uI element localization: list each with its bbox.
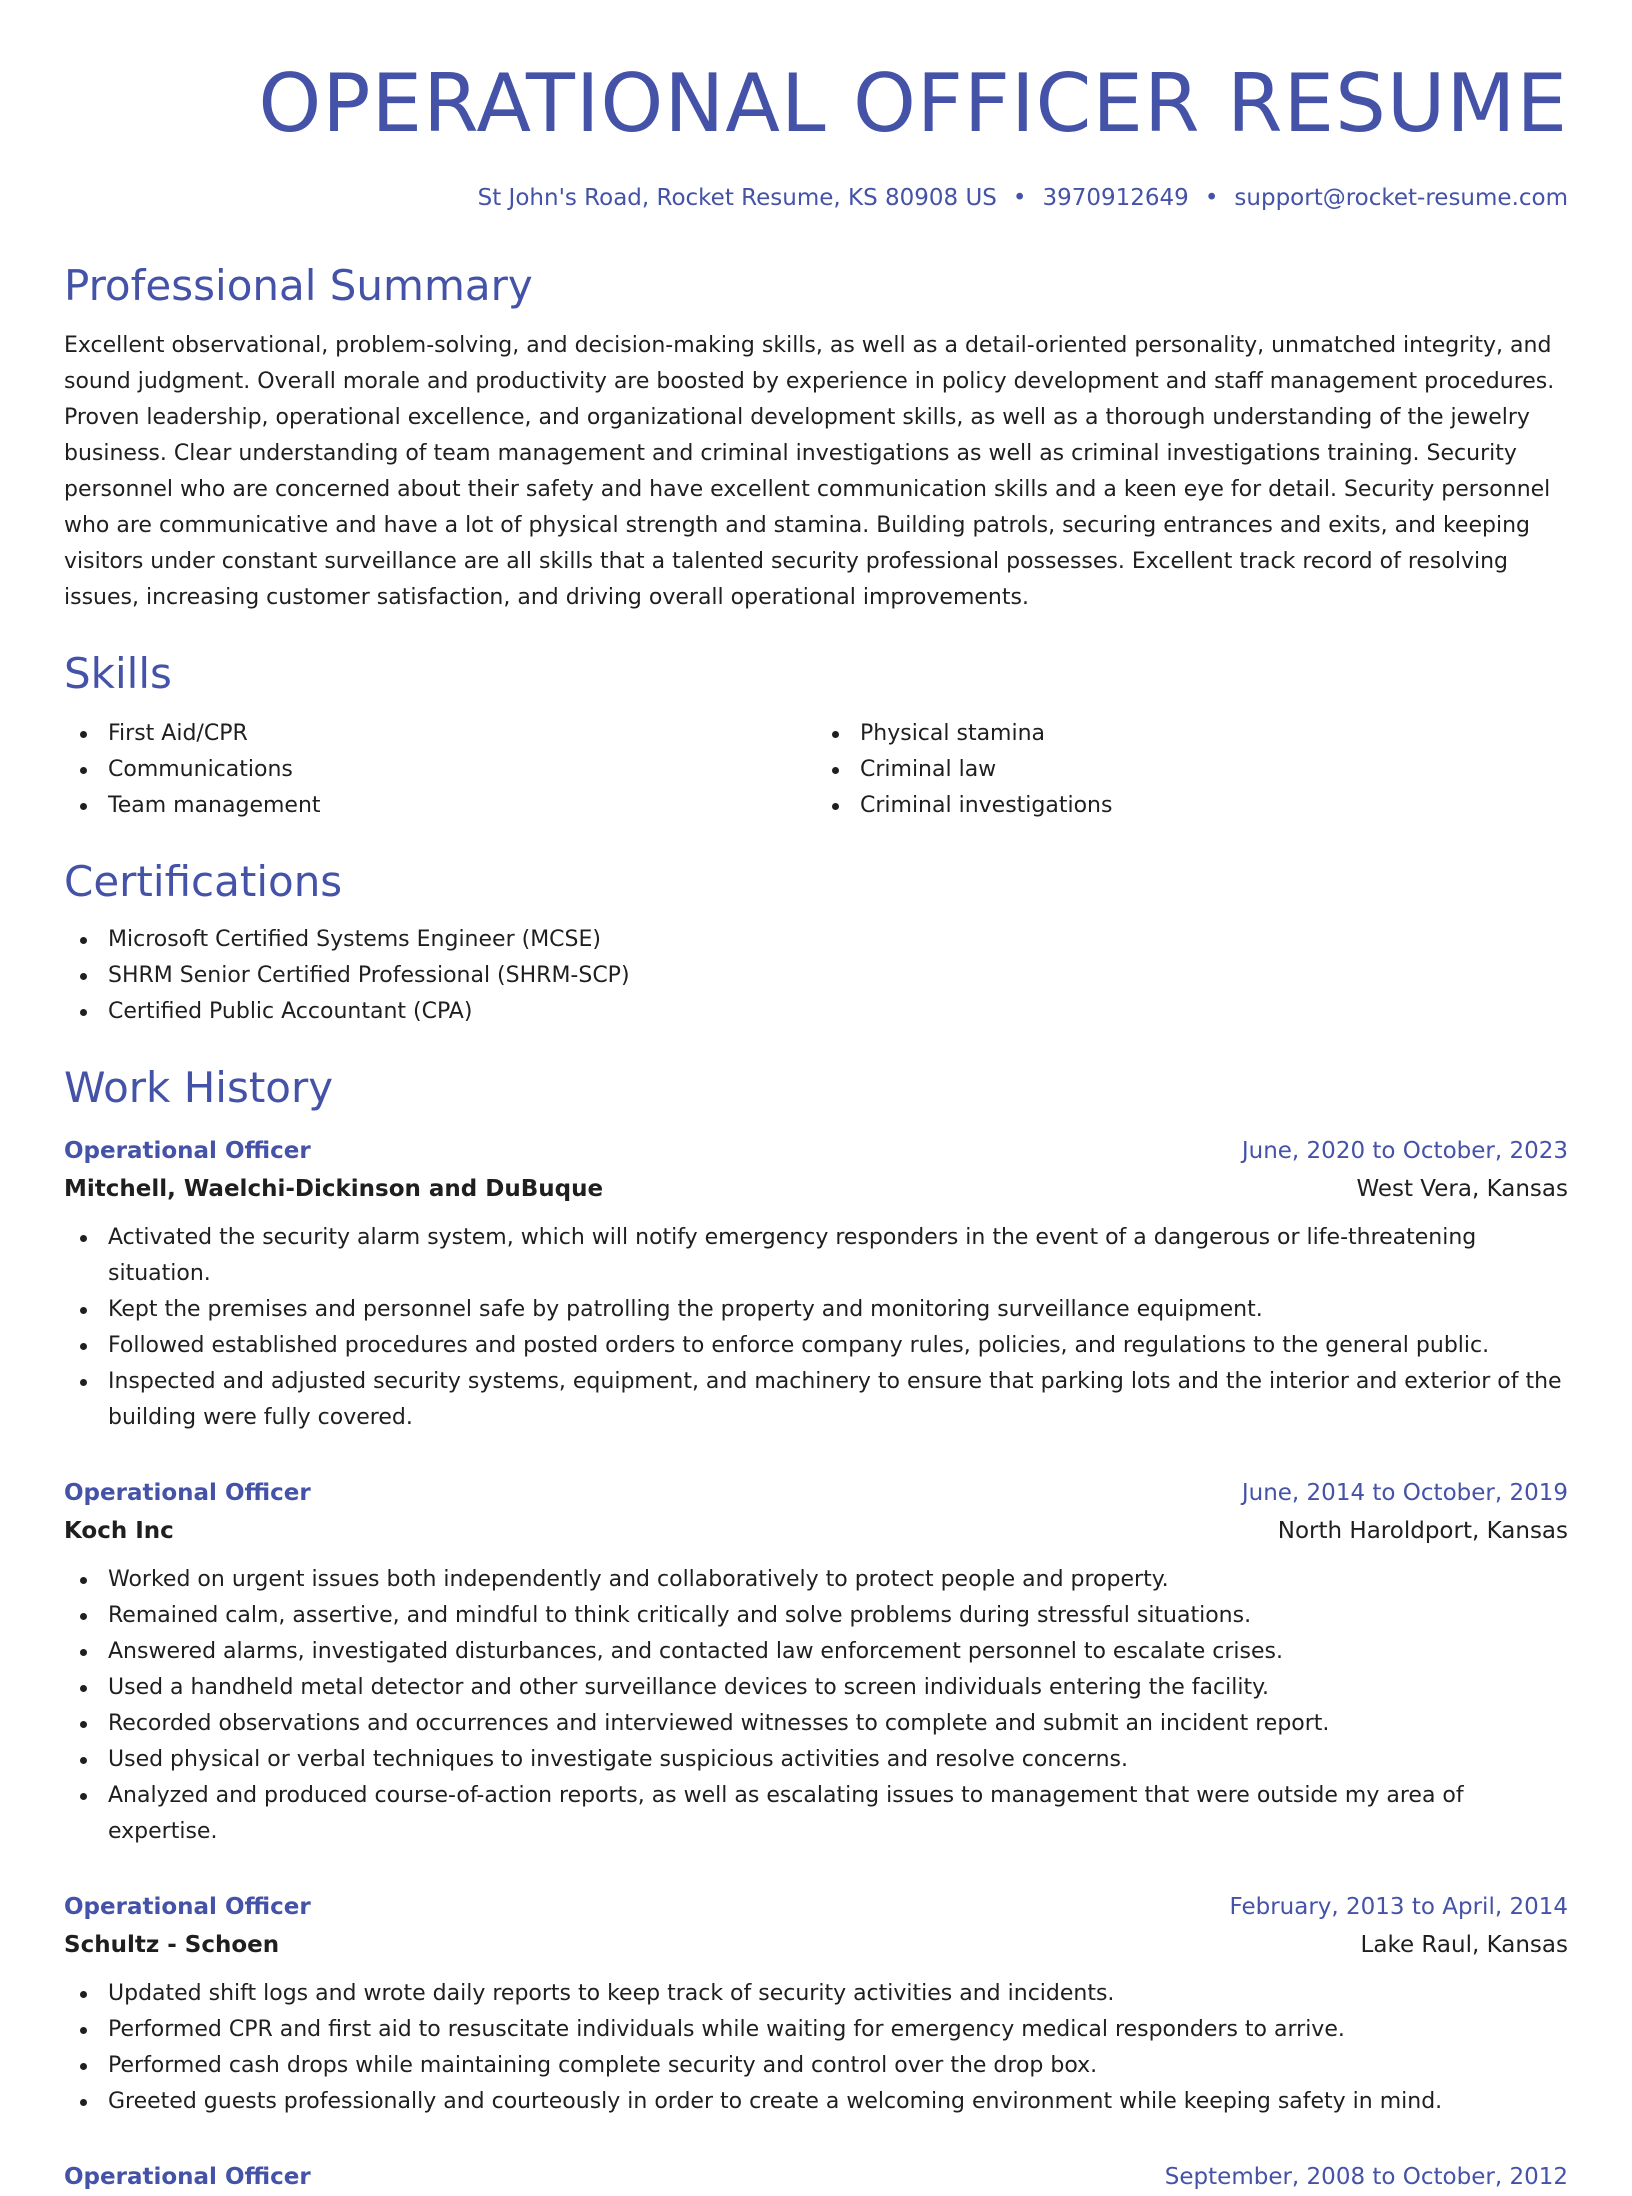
resume-title: OPERATIONAL OFFICER RESUME — [258, 57, 1568, 150]
job-company-row — [64, 1170, 1568, 1208]
skills-list-left — [64, 716, 816, 824]
skill-item: Criminal investigations — [816, 788, 1568, 824]
certification-item: Certified Public Accountant (CPA) — [64, 994, 1568, 1030]
job-entry — [64, 2158, 1568, 2196]
job-dates: June, 2020 to October, 2023 — [1241, 1138, 1568, 1164]
job-duties-list — [64, 1976, 1568, 2120]
job-duty-item: Activated the security alarm system, which will notify emergency responders in the event of a dangerous or life-threatening situation. — [64, 1220, 1568, 1292]
job-location: Lake Raul, Kansas — [1360, 1932, 1568, 1958]
job-duty-item: Used a handheld metal detector and other surveillance devices to screen individuals entering the facility. — [64, 1670, 1568, 1706]
job-entry — [64, 1132, 1568, 1436]
job-duties-list — [64, 1562, 1568, 1850]
job-duty-item: Performed cash drops while maintaining complete security and control over the drop box. — [64, 2048, 1568, 2084]
job-dates: June, 2014 to October, 2019 — [1241, 1480, 1568, 1506]
skills-heading: Skills — [64, 649, 172, 698]
job-company: Mitchell, Waelchi-Dickinson and DuBuque — [64, 1176, 604, 1202]
skills-list-right — [816, 716, 1568, 824]
certification-item: SHRM Senior Certified Professional (SHRM-SCP) — [64, 958, 1568, 994]
job-dates: September, 2008 to October, 2012 — [1164, 2164, 1568, 2190]
job-duty-item: Greeted guests professionally and courteously in order to create a welcoming environment while keeping safety in mind. — [64, 2084, 1568, 2120]
job-company: Koch Inc — [64, 1518, 174, 1544]
contact-line — [64, 182, 1568, 214]
job-dates: February, 2013 to April, 2014 — [1229, 1894, 1568, 1920]
resume-header — [64, 0, 1568, 214]
job-duty-item: Followed established procedures and posted orders to enforce company rules, policies, and regulations to the general public. — [64, 1328, 1568, 1364]
job-duty-item: Worked on urgent issues both independently and collaboratively to protect people and property. — [64, 1562, 1568, 1598]
certification-item: Microsoft Certified Systems Engineer (MCSE) — [64, 922, 1568, 958]
job-duty-item: Recorded observations and occurrences and interviewed witnesses to complete and submit an incident report. — [64, 1706, 1568, 1742]
contact-separator: • — [1204, 185, 1219, 211]
job-duty-item: Inspected and adjusted security systems, equipment, and machinery to ensure that parking lots and the interior and exterior of the building were fully covered. — [64, 1364, 1568, 1436]
job-role: Operational Officer — [64, 1480, 311, 1506]
job-role: Operational Officer — [64, 1138, 311, 1164]
job-role: Operational Officer — [64, 2164, 311, 2190]
skill-item: Team management — [64, 788, 816, 824]
skill-item: Communications — [64, 752, 816, 788]
skill-item: Physical stamina — [816, 716, 1568, 752]
job-title-row — [64, 1474, 1568, 1512]
skill-item: Criminal law — [816, 752, 1568, 788]
job-duty-item: Kept the premises and personnel safe by patrolling the property and monitoring surveillance equipment. — [64, 1292, 1568, 1328]
job-company-row — [64, 1512, 1568, 1550]
job-duty-item: Analyzed and produced course-of-action reports, as well as escalating issues to management that were outside my area of expertise. — [64, 1778, 1568, 1850]
work-history-heading: Work History — [64, 1063, 334, 1112]
job-location: West Vera, Kansas — [1356, 1176, 1568, 1202]
summary-heading: Professional Summary — [64, 261, 533, 310]
job-entry — [64, 1888, 1568, 2120]
contact-address: St John's Road, Rocket Resume, KS 80908 US — [477, 185, 997, 211]
job-duty-item: Answered alarms, investigated disturbances, and contacted law enforcement personnel to escalate crises. — [64, 1634, 1568, 1670]
job-entry — [64, 1474, 1568, 1850]
contact-email[interactable]: support@rocket-resume.com — [1234, 185, 1568, 211]
job-company-row — [64, 1926, 1568, 1964]
job-title-row — [64, 1888, 1568, 1926]
job-duty-item: Remained calm, assertive, and mindful to think critically and solve problems during stressful situations. — [64, 1598, 1568, 1634]
job-duty-item: Updated shift logs and wrote daily reports to keep track of security activities and incidents. — [64, 1976, 1568, 2012]
skill-item: First Aid/CPR — [64, 716, 816, 752]
job-duties-list — [64, 1220, 1568, 1436]
certifications-list — [64, 922, 1568, 1030]
job-duty-item: Performed CPR and first aid to resuscitate individuals while waiting for emergency medical responders to arrive. — [64, 2012, 1568, 2048]
skills-columns — [64, 716, 1568, 824]
job-title-row — [64, 1132, 1568, 1170]
certifications-heading: Certifications — [64, 857, 343, 906]
job-role: Operational Officer — [64, 1894, 311, 1920]
job-location: North Haroldport, Kansas — [1277, 1518, 1568, 1544]
job-duty-item: Used physical or verbal techniques to investigate suspicious activities and resolve concerns. — [64, 1742, 1568, 1778]
job-company: Schultz - Schoen — [64, 1932, 280, 1958]
contact-separator: • — [1012, 185, 1027, 211]
summary-text: Excellent observational, problem-solving, and decision-making skills, as well as a detail-oriented personality, unmatched integrity, and sound judgment. Overall morale and productivity are boosted by experience in policy development and staff management procedures. Proven leadership, operational excellence, and organizational development skills, as well as a thorough understanding of the jewelry business. Clear understanding of team management and criminal investigations as well as criminal investigations training. Security personnel who are concerned about their safety and have excellent communication skills and a keen eye for detail. Security personnel who are communicative and have a lot of physical strength and stamina. Building patrols, securing entrances and exits, and keeping visitors under constant surveillance are all skills that a talented security professional possesses. Excellent track record of resolving issues, increasing customer satisfaction, and driving overall operational improvements. — [64, 333, 1555, 610]
contact-phone: 3970912649 — [1042, 185, 1189, 211]
job-title-row — [64, 2158, 1568, 2196]
